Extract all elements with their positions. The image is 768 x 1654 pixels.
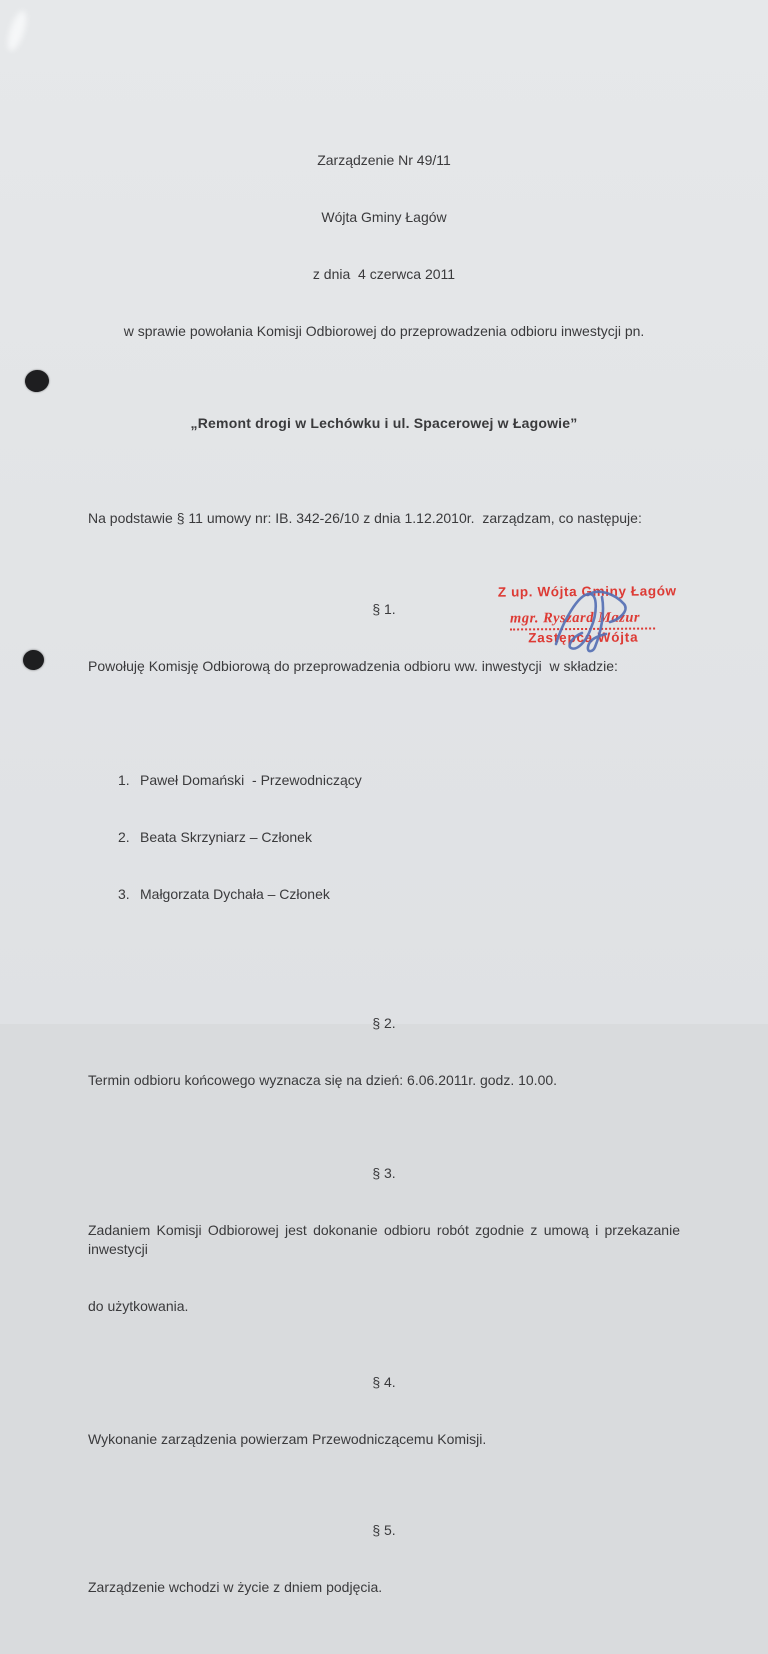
hole-punch-top <box>24 368 51 393</box>
document-number-line: Zarządzenie Nr 49/11 <box>317 152 451 168</box>
list-item <box>88 885 680 904</box>
stamp-signatory-title: Zastępca Wójta <box>528 629 639 646</box>
date-line: z dnia 4 czerwca 2011 <box>312 266 456 282</box>
section-1-heading: § 1. <box>372 601 396 617</box>
member-name: Beata Skrzyniarz – Członek <box>140 829 312 845</box>
member-name: Małgorzata Dychała – Członek <box>140 886 330 902</box>
list-item <box>88 828 680 847</box>
stamp-authorization-line: Z up. Wójta Gminy Łagów <box>497 583 677 600</box>
deputy-mayor-stamp <box>497 583 677 646</box>
section-1-body: Powołuję Komisję Odbiorową do przeprowadzenia odbioru ww. inwestycji w składzie: <box>88 658 618 674</box>
hole-punch-bottom <box>22 649 45 671</box>
section-5-heading: § 5. <box>372 1522 396 1538</box>
subject-line: w sprawie powołania Komisji Odbiorowej do przeprowadzenia odbioru inwestycji pn. <box>123 323 645 339</box>
paper-crease-artifact <box>4 9 30 53</box>
section-4-body: Wykonanie zarządzenia powierzam Przewodniczącemu Komisji. <box>88 1431 487 1447</box>
section-4-heading: § 4. <box>372 1374 396 1390</box>
commission-members-list <box>88 733 680 942</box>
document-body <box>88 94 684 1654</box>
list-item-number: 1. <box>118 772 130 788</box>
section-2-body: Termin odbioru końcowego wyznacza się na dzień: 6.06.2011r. godz. 10.00. <box>88 1072 558 1088</box>
section-2-heading: § 2. <box>372 1015 396 1031</box>
stamp-signatory-name: mgr. Ryszard Mazur <box>510 609 655 630</box>
list-item-number: 2. <box>118 829 130 845</box>
issuing-authority-line: Wójta Gminy Łagów <box>321 209 447 225</box>
list-item-number: 3. <box>118 886 130 902</box>
section-3-body-line2: do użytkowania. <box>88 1298 189 1314</box>
list-item <box>88 771 680 790</box>
section-3-body-line1: Zadaniem Komisji Odbiorowej jest dokonanie odbioru robót zgodnie z umową i przekazanie inwestycji <box>88 1222 684 1257</box>
section-3-heading: § 3. <box>372 1165 396 1181</box>
document-title: „Remont drogi w Lechówku i ul. Spacerowej w Łagowie” <box>190 415 578 431</box>
legal-basis-paragraph: Na podstawie § 11 umowy nr: IB. 342-26/10 z dnia 1.12.2010r. zarządzam, co następuje: <box>88 510 642 526</box>
member-name: Paweł Domański - Przewodniczący <box>140 772 362 788</box>
section-5-body: Zarządzenie wchodzi w życie z dniem podjęcia. <box>88 1579 383 1595</box>
